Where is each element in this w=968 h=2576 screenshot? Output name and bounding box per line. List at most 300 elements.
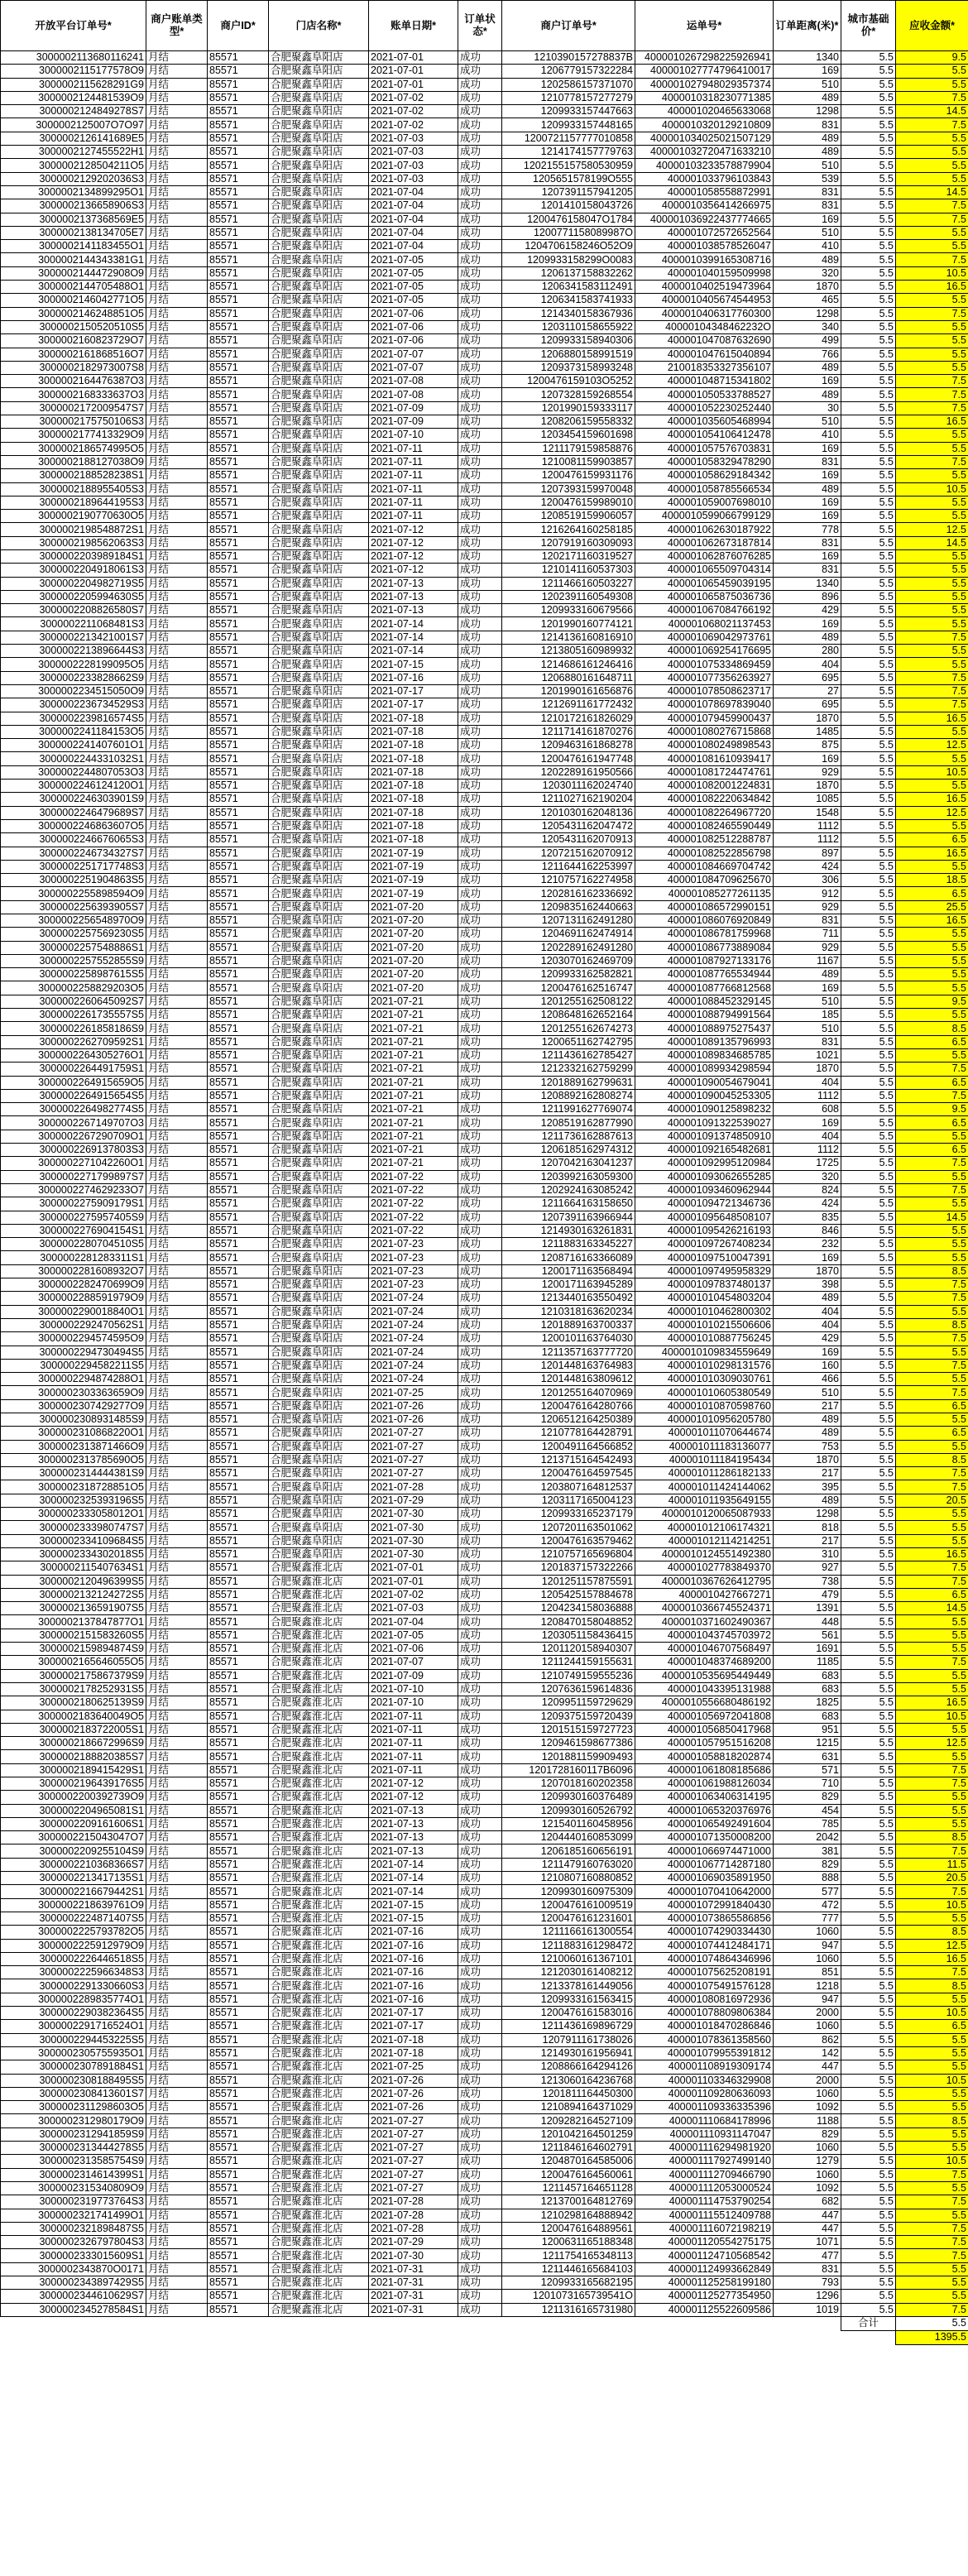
cell-order-status[interactable]: 成功 (458, 536, 502, 549)
cell-bill-date[interactable]: 2021-07-27 (369, 2142, 458, 2155)
cell-base-price[interactable]: 5.5 (841, 1318, 896, 1331)
cell-merchant-order-no[interactable]: 1206341583112491 (502, 281, 635, 294)
cell-order-no[interactable]: 3000002343870O0171 (1, 2262, 146, 2276)
cell-bill-type[interactable]: 月结 (146, 1926, 208, 1939)
cell-merchant-id[interactable]: 85571 (208, 1197, 269, 1211)
cell-bill-date[interactable]: 2021-07-18 (369, 765, 458, 779)
cell-merchant-order-no[interactable]: 1204440160853099 (502, 1831, 635, 1844)
cell-distance[interactable]: 169 (774, 65, 841, 78)
cell-merchant-order-no[interactable]: 1200476158047O1784 (502, 213, 635, 226)
cell-distance[interactable]: 1185 (774, 1656, 841, 1669)
cell-merchant-id[interactable]: 85571 (208, 1939, 269, 1952)
cell-order-no[interactable]: 3000002183722005S1 (1, 1723, 146, 1736)
cell-bill-date[interactable]: 2021-07-01 (369, 78, 458, 91)
cell-bill-date[interactable]: 2021-07-05 (369, 294, 458, 307)
cell-amount[interactable]: 7.5 (896, 199, 968, 213)
cell-bill-date[interactable]: 2021-07-16 (369, 1926, 458, 1939)
cell-amount[interactable]: 7.5 (896, 213, 968, 226)
cell-merchant-order-no[interactable]: 1209933161563415 (502, 1993, 635, 2006)
cell-base-price[interactable]: 5.5 (841, 928, 896, 941)
cell-order-status[interactable]: 成功 (458, 631, 502, 644)
cell-bill-date[interactable]: 2021-07-27 (369, 1467, 458, 1480)
cell-store-name[interactable]: 合肥聚鑫阜阳店 (269, 577, 369, 590)
cell-order-no[interactable]: 3000002164476387O3 (1, 375, 146, 388)
cell-amount[interactable]: 5.5 (896, 981, 968, 995)
cell-order-status[interactable]: 成功 (458, 1737, 502, 1750)
cell-base-price[interactable]: 5.5 (841, 1305, 896, 1318)
cell-base-price[interactable]: 5.5 (841, 1197, 896, 1211)
cell-order-status[interactable]: 成功 (458, 2195, 502, 2209)
cell-base-price[interactable]: 5.5 (841, 617, 896, 631)
cell-merchant-order-no[interactable]: 1214686161246416 (502, 658, 635, 671)
cell-base-price[interactable]: 5.5 (841, 1723, 896, 1736)
cell-distance[interactable]: 489 (774, 482, 841, 496)
cell-bill-type[interactable]: 月结 (146, 1723, 208, 1736)
cell-base-price[interactable]: 5.5 (841, 1144, 896, 1157)
cell-amount[interactable]: 6.5 (896, 887, 968, 900)
cell-waybill-no[interactable]: 400001075334869459 (635, 658, 774, 671)
cell-store-name[interactable]: 合肥聚鑫阜阳店 (269, 510, 369, 523)
cell-order-no[interactable]: 3000002294453225S5 (1, 2033, 146, 2046)
cell-waybill-no[interactable]: 400001058329478290 (635, 455, 774, 468)
cell-order-status[interactable]: 成功 (458, 1359, 502, 1372)
cell-waybill-no[interactable]: 400001027948029357374 (635, 78, 774, 91)
cell-distance[interactable]: 766 (774, 348, 841, 361)
cell-merchant-order-no[interactable]: 1207215162070912 (502, 847, 635, 860)
cell-store-name[interactable]: 合肥聚鑫阜阳店 (269, 429, 369, 442)
cell-order-no[interactable]: 3000002205994630S5 (1, 590, 146, 603)
cell-store-name[interactable]: 合肥聚鑫阜阳店 (269, 1440, 369, 1453)
cell-distance[interactable]: 1870 (774, 281, 841, 294)
cell-distance[interactable]: 1085 (774, 793, 841, 806)
cell-distance[interactable]: 410 (774, 429, 841, 442)
cell-merchant-id[interactable]: 85571 (208, 1602, 269, 1615)
cell-bill-date[interactable]: 2021-07-18 (369, 833, 458, 847)
cell-merchant-id[interactable]: 85571 (208, 1737, 269, 1750)
cell-order-no[interactable]: 3000002146248851O5 (1, 307, 146, 320)
cell-store-name[interactable]: 合肥聚鑫淮北店 (269, 1656, 369, 1669)
cell-bill-type[interactable]: 月结 (146, 1183, 208, 1197)
cell-base-price[interactable]: 5.5 (841, 1386, 896, 1399)
cell-bill-type[interactable]: 月结 (146, 1508, 208, 1521)
cell-merchant-id[interactable]: 85571 (208, 65, 269, 78)
cell-merchant-id[interactable]: 85571 (208, 185, 269, 199)
cell-merchant-order-no[interactable]: 1200101163764030 (502, 1332, 635, 1346)
cell-bill-date[interactable]: 2021-07-13 (369, 1844, 458, 1858)
cell-bill-date[interactable]: 2021-07-17 (369, 2020, 458, 2033)
cell-store-name[interactable]: 合肥聚鑫阜阳店 (269, 1009, 369, 1022)
cell-order-status[interactable]: 成功 (458, 1467, 502, 1480)
cell-base-price[interactable]: 5.5 (841, 590, 896, 603)
cell-merchant-id[interactable]: 85571 (208, 1872, 269, 1885)
total-amount[interactable]: 1395.5 (896, 2330, 968, 2344)
cell-waybill-no[interactable]: 400001065459039195 (635, 577, 774, 590)
cell-amount[interactable]: 5.5 (896, 320, 968, 333)
cell-order-status[interactable]: 成功 (458, 1939, 502, 1952)
cell-base-price[interactable]: 5.5 (841, 1831, 896, 1844)
cell-order-status[interactable]: 成功 (458, 1009, 502, 1022)
cell-distance[interactable]: 489 (774, 146, 841, 159)
cell-distance[interactable]: 169 (774, 510, 841, 523)
cell-merchant-id[interactable]: 85571 (208, 1763, 269, 1777)
cell-distance[interactable]: 831 (774, 185, 841, 199)
cell-bill-date[interactable]: 2021-07-22 (369, 1170, 458, 1183)
cell-distance[interactable]: 340 (774, 320, 841, 333)
cell-merchant-order-no[interactable]: 1202816162336692 (502, 887, 635, 900)
cell-bill-date[interactable]: 2021-07-12 (369, 523, 458, 536)
cell-merchant-id[interactable]: 85571 (208, 240, 269, 253)
cell-amount[interactable]: 16.5 (896, 281, 968, 294)
cell-order-status[interactable]: 成功 (458, 1440, 502, 1453)
cell-bill-type[interactable]: 月结 (146, 1048, 208, 1062)
cell-store-name[interactable]: 合肥聚鑫阜阳店 (269, 320, 369, 333)
cell-amount[interactable]: 5.5 (896, 2209, 968, 2222)
cell-merchant-id[interactable]: 85571 (208, 253, 269, 266)
cell-store-name[interactable]: 合肥聚鑫阜阳店 (269, 564, 369, 577)
cell-store-name[interactable]: 合肥聚鑫阜阳店 (269, 549, 369, 563)
cell-merchant-order-no[interactable]: 1200476162516747 (502, 981, 635, 995)
cell-order-no[interactable]: 3000002211068481S3 (1, 617, 146, 631)
cell-merchant-id[interactable]: 85571 (208, 645, 269, 658)
cell-merchant-id[interactable]: 85571 (208, 2046, 269, 2060)
cell-waybill-no[interactable]: 400001124710568542 (635, 2249, 774, 2262)
cell-waybill-no[interactable]: 400001065509704314 (635, 564, 774, 577)
cell-base-price[interactable]: 5.5 (841, 752, 896, 765)
cell-order-no[interactable]: 3000002244807053O3 (1, 765, 146, 779)
cell-base-price[interactable]: 5.5 (841, 1534, 896, 1547)
cell-base-price[interactable]: 5.5 (841, 2142, 896, 2155)
cell-base-price[interactable]: 5.5 (841, 1682, 896, 1696)
cell-amount[interactable]: 7.5 (896, 2249, 968, 2262)
cell-waybill-no[interactable]: 400001088794991564 (635, 1009, 774, 1022)
cell-bill-type[interactable]: 月结 (146, 105, 208, 118)
cell-amount[interactable]: 6.5 (896, 1427, 968, 1440)
cell-merchant-id[interactable]: 85571 (208, 1723, 269, 1736)
cell-merchant-id[interactable]: 85571 (208, 172, 269, 185)
cell-order-no[interactable]: 3000002213421001S7 (1, 631, 146, 644)
cell-bill-type[interactable]: 月结 (146, 91, 208, 104)
cell-waybill-no[interactable]: 400001086781759968 (635, 928, 774, 941)
cell-merchant-id[interactable]: 85571 (208, 1103, 269, 1116)
cell-store-name[interactable]: 合肥聚鑫阜阳店 (269, 780, 369, 793)
cell-waybill-no[interactable]: 400001074412484171 (635, 1939, 774, 1952)
cell-order-no[interactable]: 3000002321741499O1 (1, 2209, 146, 2222)
cell-bill-type[interactable]: 月结 (146, 1656, 208, 1669)
cell-bill-date[interactable]: 2021-07-20 (369, 914, 458, 928)
cell-bill-date[interactable]: 2021-07-05 (369, 1629, 458, 1642)
cell-waybill-no[interactable]: 4000010406317760300 (635, 307, 774, 320)
cell-merchant-id[interactable]: 85571 (208, 2209, 269, 2222)
cell-merchant-order-no[interactable]: 1213440163550492 (502, 1292, 635, 1305)
cell-bill-date[interactable]: 2021-07-24 (369, 1346, 458, 1359)
cell-merchant-order-no[interactable]: 1211664163158650 (502, 1197, 635, 1211)
cell-merchant-order-no[interactable]: 1205431162047472 (502, 819, 635, 832)
cell-order-no[interactable]: 3000002319773764S3 (1, 2195, 146, 2209)
cell-merchant-id[interactable]: 85571 (208, 2262, 269, 2276)
total-label[interactable]: 合计 (841, 2316, 896, 2330)
cell-merchant-order-no[interactable]: 1214930163261831 (502, 1224, 635, 1237)
cell-merchant-order-no[interactable]: 1202586157371070 (502, 78, 635, 91)
cell-order-no[interactable]: 3000002333980747S7 (1, 1521, 146, 1534)
cell-store-name[interactable]: 合肥聚鑫淮北店 (269, 2127, 369, 2141)
cell-bill-date[interactable]: 2021-07-06 (369, 1643, 458, 1656)
cell-waybill-no[interactable]: 400001074290334430 (635, 1926, 774, 1939)
cell-order-no[interactable]: 3000002291716524O1 (1, 2020, 146, 2033)
cell-store-name[interactable]: 合肥聚鑫淮北店 (269, 1885, 369, 1898)
cell-bill-date[interactable]: 2021-07-21 (369, 1035, 458, 1048)
cell-waybill-no[interactable]: 400001082465590449 (635, 819, 774, 832)
cell-merchant-id[interactable]: 85571 (208, 281, 269, 294)
cell-bill-date[interactable]: 2021-07-18 (369, 793, 458, 806)
cell-order-no[interactable]: 3000002264305276O1 (1, 1048, 146, 1062)
cell-waybill-no[interactable]: 400001081724474761 (635, 765, 774, 779)
cell-store-name[interactable]: 合肥聚鑫阜阳店 (269, 1521, 369, 1534)
cell-store-name[interactable]: 合肥聚鑫阜阳店 (269, 469, 369, 482)
cell-waybill-no[interactable]: 400001114753790254 (635, 2195, 774, 2209)
cell-bill-date[interactable]: 2021-07-18 (369, 806, 458, 819)
cell-bill-date[interactable]: 2021-07-18 (369, 2046, 458, 2060)
cell-order-status[interactable]: 成功 (458, 2033, 502, 2046)
cell-merchant-order-no[interactable]: 1213805160989932 (502, 645, 635, 658)
col-header-merchant-order-no[interactable]: 商户订单号* (502, 1, 635, 51)
cell-distance[interactable]: 185 (774, 1009, 841, 1022)
cell-distance[interactable]: 777 (774, 1912, 841, 1925)
cell-store-name[interactable]: 合肥聚鑫阜阳店 (269, 1144, 369, 1157)
cell-merchant-order-no[interactable]: 1200476161231601 (502, 1912, 635, 1925)
cell-merchant-order-no[interactable]: 1210060161367101 (502, 1952, 635, 1965)
cell-base-price[interactable]: 5.5 (841, 1615, 896, 1629)
cell-waybill-no[interactable]: 400001068021137453 (635, 617, 774, 631)
cell-waybill-no[interactable]: 4000010405674544953 (635, 294, 774, 307)
cell-bill-type[interactable]: 月结 (146, 2101, 208, 2114)
cell-store-name[interactable]: 合肥聚鑫淮北店 (269, 2290, 369, 2303)
cell-order-no[interactable]: 3000002209161606S1 (1, 1817, 146, 1830)
cell-order-status[interactable]: 成功 (458, 65, 502, 78)
cell-merchant-order-no[interactable]: 1211166161300554 (502, 1926, 635, 1939)
cell-merchant-id[interactable]: 85571 (208, 1615, 269, 1629)
cell-amount[interactable]: 5.5 (896, 2142, 968, 2155)
cell-amount[interactable]: 7.5 (896, 2168, 968, 2181)
cell-merchant-id[interactable]: 85571 (208, 2155, 269, 2168)
cell-amount[interactable]: 5.5 (896, 617, 968, 631)
cell-store-name[interactable]: 合肥聚鑫阜阳店 (269, 1048, 369, 1062)
cell-bill-type[interactable]: 月结 (146, 1063, 208, 1076)
cell-store-name[interactable]: 合肥聚鑫阜阳店 (269, 213, 369, 226)
cell-order-no[interactable]: 3000002315340809O9 (1, 2181, 146, 2195)
cell-merchant-order-no[interactable]: 1205651578199O555 (502, 172, 635, 185)
cell-waybill-no[interactable]: 400001072572652564 (635, 226, 774, 239)
cell-bill-date[interactable]: 2021-07-11 (369, 1710, 458, 1723)
cell-merchant-order-no[interactable]: 1209933160679566 (502, 604, 635, 617)
cell-distance[interactable]: 683 (774, 1710, 841, 1723)
cell-store-name[interactable]: 合肥聚鑫阜阳店 (269, 887, 369, 900)
cell-order-status[interactable]: 成功 (458, 2262, 502, 2276)
cell-order-status[interactable]: 成功 (458, 91, 502, 104)
cell-base-price[interactable]: 5.5 (841, 2074, 896, 2087)
cell-store-name[interactable]: 合肥聚鑫阜阳店 (269, 1399, 369, 1413)
cell-distance[interactable]: 310 (774, 1547, 841, 1561)
cell-distance[interactable]: 160 (774, 1359, 841, 1372)
cell-order-no[interactable]: 3000002321898487S5 (1, 2222, 146, 2235)
cell-distance[interactable]: 846 (774, 1224, 841, 1237)
cell-merchant-id[interactable]: 85571 (208, 2181, 269, 2195)
cell-order-no[interactable]: 3000002134899295O1 (1, 185, 146, 199)
cell-merchant-order-no[interactable]: 1209933158299O0083 (502, 253, 635, 266)
cell-order-status[interactable]: 成功 (458, 671, 502, 684)
cell-bill-type[interactable]: 月结 (146, 1467, 208, 1480)
cell-store-name[interactable]: 合肥聚鑫淮北店 (269, 2249, 369, 2262)
cell-waybill-no[interactable]: 400001012106174321 (635, 1521, 774, 1534)
cell-merchant-order-no[interactable]: 1200476164889561 (502, 2222, 635, 2235)
cell-order-no[interactable]: 3000002204982719S5 (1, 577, 146, 590)
cell-waybill-no[interactable]: 400001087766812568 (635, 981, 774, 995)
cell-amount[interactable]: 5.5 (896, 819, 968, 832)
cell-order-no[interactable]: 3000002120496399S5 (1, 1575, 146, 1588)
cell-bill-type[interactable]: 月结 (146, 684, 208, 698)
cell-merchant-order-no[interactable]: 1206341583741933 (502, 294, 635, 307)
cell-merchant-order-no[interactable]: 1204706158246O52O9 (502, 240, 635, 253)
cell-order-status[interactable]: 成功 (458, 1116, 502, 1130)
cell-amount[interactable]: 7.5 (896, 684, 968, 698)
cell-merchant-order-no[interactable]: 1200631165188348 (502, 2236, 635, 2249)
cell-distance[interactable]: 169 (774, 752, 841, 765)
cell-merchant-id[interactable]: 85571 (208, 1144, 269, 1157)
cell-amount[interactable]: 18.5 (896, 874, 968, 887)
cell-waybill-no[interactable]: 4000010320129210809 (635, 118, 774, 132)
cell-amount[interactable]: 8.5 (896, 1022, 968, 1035)
cell-waybill-no[interactable]: 4000010402519473964 (635, 281, 774, 294)
cell-merchant-order-no[interactable]: 1201881159909493 (502, 1750, 635, 1763)
cell-base-price[interactable]: 5.5 (841, 401, 896, 415)
cell-base-price[interactable]: 5.5 (841, 981, 896, 995)
cell-order-no[interactable]: 3000002314614399S1 (1, 2168, 146, 2181)
cell-merchant-id[interactable]: 85571 (208, 2101, 269, 2114)
cell-merchant-id[interactable]: 85571 (208, 2033, 269, 2046)
cell-distance[interactable]: 404 (774, 1076, 841, 1089)
cell-amount[interactable]: 8.5 (896, 1453, 968, 1466)
cell-bill-type[interactable]: 月结 (146, 1278, 208, 1292)
cell-order-no[interactable]: 3000002161868516O7 (1, 348, 146, 361)
cell-amount[interactable]: 7.5 (896, 118, 968, 132)
cell-order-status[interactable]: 成功 (458, 1399, 502, 1413)
cell-order-status[interactable]: 成功 (458, 604, 502, 617)
cell-bill-type[interactable]: 月结 (146, 954, 208, 967)
cell-base-price[interactable]: 5.5 (841, 1076, 896, 1089)
cell-bill-type[interactable]: 月结 (146, 819, 208, 832)
cell-amount[interactable]: 7.5 (896, 671, 968, 684)
cell-merchant-order-no[interactable]: 1201255164070969 (502, 1386, 635, 1399)
cell-store-name[interactable]: 合肥聚鑫阜阳店 (269, 658, 369, 671)
cell-base-price[interactable]: 5.5 (841, 1952, 896, 1965)
cell-merchant-order-no[interactable]: 1211883161298472 (502, 1939, 635, 1952)
cell-store-name[interactable]: 合肥聚鑫淮北店 (269, 1629, 369, 1642)
cell-bill-date[interactable]: 2021-07-24 (369, 1332, 458, 1346)
cell-merchant-id[interactable]: 85571 (208, 819, 269, 832)
cell-order-status[interactable]: 成功 (458, 739, 502, 752)
cell-merchant-id[interactable]: 85571 (208, 146, 269, 159)
cell-amount[interactable]: 6.5 (896, 1116, 968, 1130)
cell-bill-date[interactable]: 2021-07-22 (369, 1183, 458, 1197)
cell-amount[interactable]: 5.5 (896, 132, 968, 145)
cell-waybill-no[interactable]: 400001125277354950 (635, 2290, 774, 2303)
cell-waybill-no[interactable]: 400001080816972936 (635, 1993, 774, 2006)
cell-amount[interactable]: 5.5 (896, 1682, 968, 1696)
cell-base-price[interactable]: 5.5 (841, 806, 896, 819)
cell-order-no[interactable]: 3000002115628291G9 (1, 78, 146, 91)
cell-order-no[interactable]: 3000002236734529S3 (1, 698, 146, 712)
cell-merchant-id[interactable]: 85571 (208, 1804, 269, 1817)
cell-waybill-no[interactable]: 400001010956205780 (635, 1413, 774, 1426)
cell-waybill-no[interactable]: 400001085277261135 (635, 887, 774, 900)
cell-waybill-no[interactable]: 400001092995120984 (635, 1157, 774, 1170)
cell-order-status[interactable]: 成功 (458, 2168, 502, 2181)
cell-store-name[interactable]: 合肥聚鑫阜阳店 (269, 1251, 369, 1264)
cell-distance[interactable]: 1870 (774, 712, 841, 725)
cell-base-price[interactable]: 5.5 (841, 2020, 896, 2033)
cell-order-no[interactable]: 3000002251717748S3 (1, 860, 146, 873)
cell-amount[interactable]: 5.5 (896, 348, 968, 361)
cell-base-price[interactable]: 5.5 (841, 226, 896, 239)
cell-base-price[interactable]: 5.5 (841, 645, 896, 658)
cell-bill-type[interactable]: 月结 (146, 1238, 208, 1251)
cell-waybill-no[interactable]: 400001069035891950 (635, 1872, 774, 1885)
cell-order-no[interactable]: 3000002244331032S1 (1, 752, 146, 765)
cell-bill-type[interactable]: 月结 (146, 1480, 208, 1494)
cell-bill-date[interactable]: 2021-07-21 (369, 995, 458, 1008)
cell-amount[interactable]: 5.5 (896, 860, 968, 873)
cell-order-no[interactable]: 3000002257552855S9 (1, 954, 146, 967)
cell-order-status[interactable]: 成功 (458, 1831, 502, 1844)
cell-base-price[interactable]: 5.5 (841, 900, 896, 914)
cell-waybill-no[interactable]: 400001108919309174 (635, 2060, 774, 2074)
cell-base-price[interactable]: 5.5 (841, 442, 896, 455)
cell-distance[interactable]: 447 (774, 2209, 841, 2222)
cell-waybill-no[interactable]: 400001072991840430 (635, 1898, 774, 1912)
cell-merchant-order-no[interactable]: 1209375159720439 (502, 1710, 635, 1723)
cell-merchant-id[interactable]: 85571 (208, 1696, 269, 1710)
cell-bill-type[interactable]: 月结 (146, 2033, 208, 2046)
cell-bill-date[interactable]: 2021-07-18 (369, 752, 458, 765)
cell-base-price[interactable]: 5.5 (841, 348, 896, 361)
cell-bill-date[interactable]: 2021-07-26 (369, 2074, 458, 2087)
cell-order-no[interactable]: 3000002261858186S9 (1, 1022, 146, 1035)
cell-amount[interactable]: 5.5 (896, 2127, 968, 2141)
cell-merchant-order-no[interactable]: 1200476164597545 (502, 1467, 635, 1480)
cell-distance[interactable]: 169 (774, 981, 841, 995)
cell-merchant-id[interactable]: 85571 (208, 1467, 269, 1480)
cell-merchant-id[interactable]: 85571 (208, 1427, 269, 1440)
cell-bill-date[interactable]: 2021-07-14 (369, 631, 458, 644)
cell-amount[interactable]: 10.5 (896, 482, 968, 496)
cell-bill-date[interactable]: 2021-07-30 (369, 1508, 458, 1521)
cell-bill-type[interactable]: 月结 (146, 1817, 208, 1830)
cell-distance[interactable]: 1279 (774, 2155, 841, 2168)
cell-bill-date[interactable]: 2021-07-08 (369, 388, 458, 401)
cell-merchant-order-no[interactable]: 1210298164888942 (502, 2209, 635, 2222)
cell-order-status[interactable]: 成功 (458, 1278, 502, 1292)
cell-distance[interactable]: 738 (774, 1575, 841, 1588)
cell-bill-type[interactable]: 月结 (146, 1009, 208, 1022)
cell-merchant-id[interactable]: 85571 (208, 739, 269, 752)
cell-bill-type[interactable]: 月结 (146, 172, 208, 185)
cell-waybill-no[interactable]: 400001050533788527 (635, 388, 774, 401)
cell-base-price[interactable]: 5.5 (841, 631, 896, 644)
cell-order-status[interactable]: 成功 (458, 523, 502, 536)
cell-merchant-id[interactable]: 85571 (208, 1305, 269, 1318)
cell-bill-date[interactable]: 2021-07-11 (369, 455, 458, 468)
cell-merchant-order-no[interactable]: 1202924163085242 (502, 1183, 635, 1197)
cell-merchant-order-no[interactable]: 1210318163620234 (502, 1305, 635, 1318)
